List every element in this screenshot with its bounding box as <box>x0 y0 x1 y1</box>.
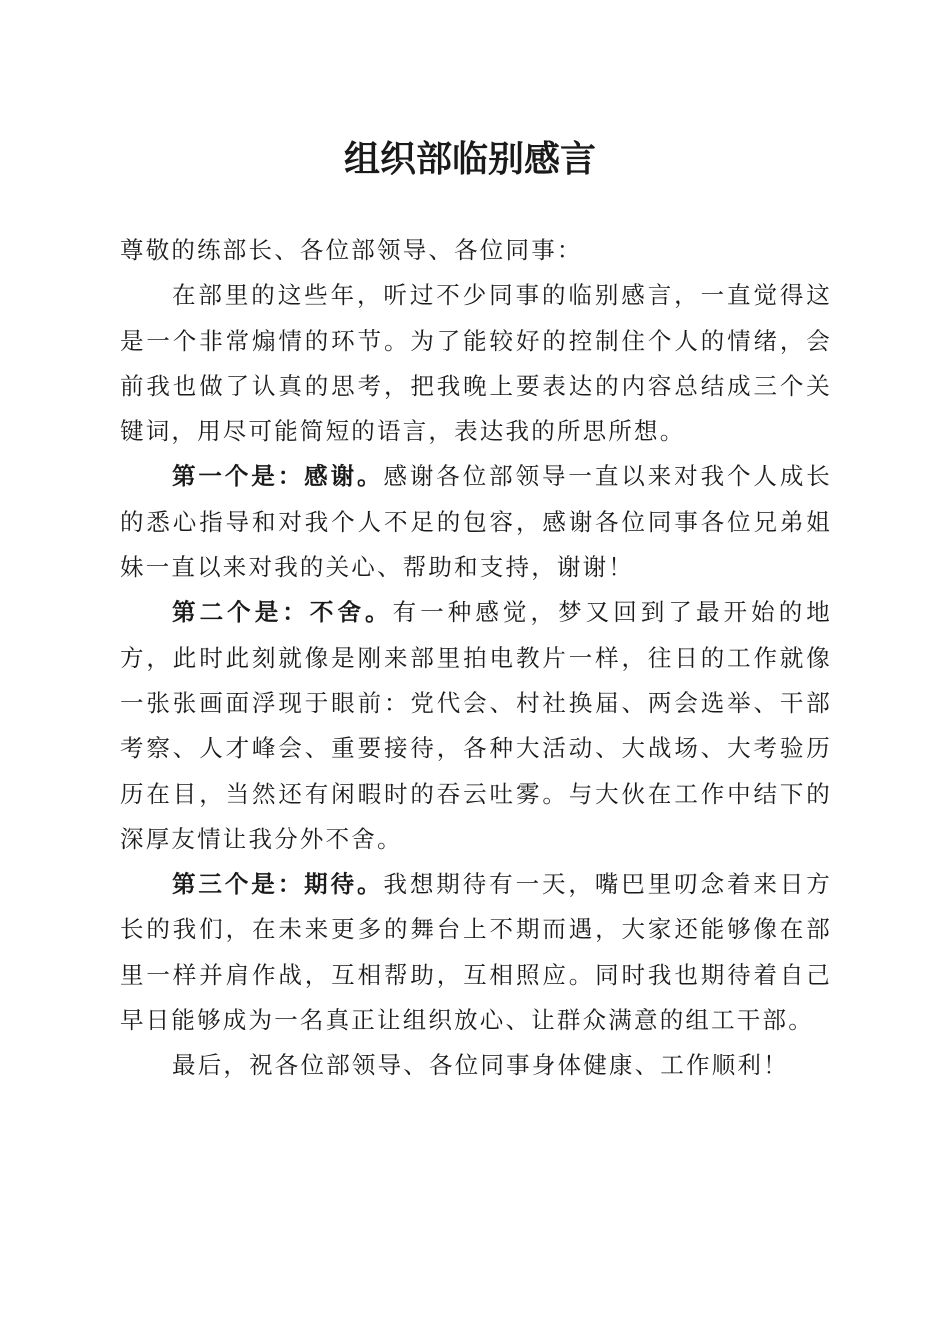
salutation: 尊敬的练部长、各位部领导、各位同事： <box>120 236 583 264</box>
paragraph-lead: 第三个是：期待。 <box>172 870 384 899</box>
paragraph-intro <box>120 273 832 454</box>
document-title: 组织部临别感言 <box>343 138 596 180</box>
paragraph-lead: 第二个是：不舍。 <box>172 598 393 627</box>
paragraph-text: 有一种感觉，梦又回到了最开始的地方，此时此刻就像是刚来部里拍电教片一样，往日的工作就像一张张画面浮现于眼前：党代会、村社换届、两会选举、干部考察、人才峰会、重要接待，各种大活动、大战场、大考验历历在目，当然还有闲暇时的吞云吐雾。与大伙在工作中结下的深厚友情让我分外不舍。 <box>120 598 832 853</box>
paragraph-text: 在部里的这些年，听过不少同事的临别感言，一直觉得这是一个非常煽情的环节。为了能较好的控制住个人的情绪，会前我也做了认真的思考，把我晚上要表达的内容总结成三个关键词，用尽可能简短的语言，表达我的所思所想。 <box>120 281 832 446</box>
paragraph-lead: 第一个是：感谢。 <box>172 462 384 491</box>
paragraph-text: 最后，祝各位部领导、各位同事身体健康、工作顺利！ <box>172 1051 789 1080</box>
paragraph-closing <box>120 1043 832 1088</box>
document-body <box>120 228 832 1089</box>
paragraph-text: 我想期待有一天，嘴巴里叨念着来日方长的我们，在未来更多的舞台上不期而遇，大家还能够像在部里一样并肩作战，互相帮助，互相照应。同时我也期待着自己早日能够成为一名真正让组织放心、让群众满意的组工干部。 <box>120 870 832 1035</box>
paragraph-text: 感谢各位部领导一直以来对我个人成长的悉心指导和对我个人不足的包容，感谢各位同事各位兄弟姐妹一直以来对我的关心、帮助和支持，谢谢！ <box>120 462 832 582</box>
paragraph-thanks <box>120 454 832 590</box>
paragraph-reluctance <box>120 590 832 862</box>
paragraph-expectation <box>120 862 832 1043</box>
